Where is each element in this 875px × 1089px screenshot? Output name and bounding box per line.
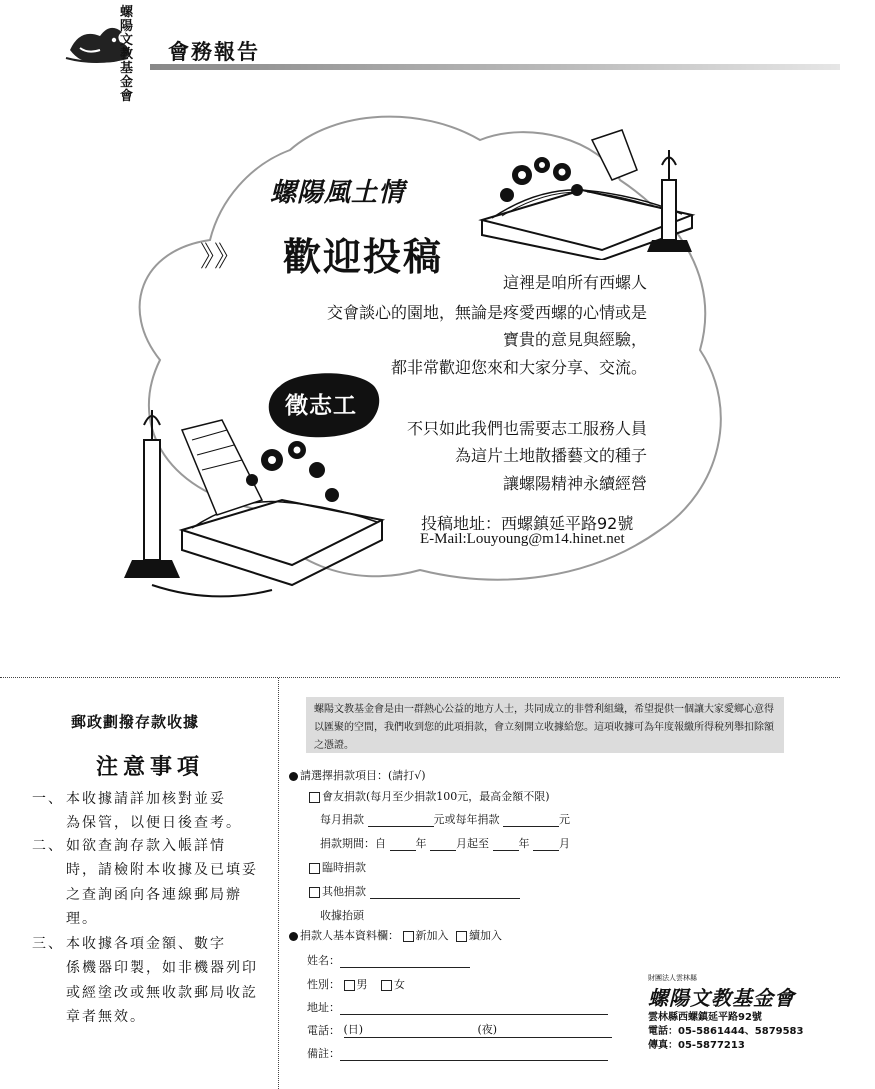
notice-number: 二、 (32, 838, 64, 854)
remark-field[interactable] (340, 1049, 608, 1061)
notice-text-cont: 係機器印製，如非機器列印或經塗改或無收款郵局收訖章者無效。 (66, 960, 258, 1025)
gender-row: 性別： 男 女 (307, 978, 405, 991)
section-title: 會務報告 (168, 40, 260, 64)
org-name: 螺陽文教基金會 (648, 986, 795, 1010)
arrow-icon: 》》 (200, 240, 243, 273)
receipt-title: 郵政劃撥存款收據 (71, 713, 200, 731)
volunteer-line: 讓螺陽精神永續經營 (502, 474, 647, 493)
org-subtitle: 財團法人雲林縣 (648, 974, 697, 982)
checkbox[interactable] (403, 931, 414, 942)
address-field[interactable] (340, 1003, 608, 1015)
member-donation-option[interactable]: 會友捐款(每月至少捐款100元，最高金額不限) (309, 788, 550, 804)
notice-item (32, 787, 260, 836)
start-month-field[interactable] (430, 839, 456, 851)
name-row: 姓名： (307, 952, 470, 968)
header-bar (150, 64, 840, 70)
cut-line-vertical (278, 678, 279, 1089)
name-field[interactable] (340, 956, 470, 968)
notice-number: 三、 (32, 936, 64, 952)
other-donation-field[interactable] (370, 887, 520, 899)
bullet-icon (289, 772, 298, 781)
remark-row: 備註： (307, 1045, 608, 1061)
volunteer-line: 不只如此我們也需要志工服務人員 (406, 419, 647, 438)
intro-line: 都非常歡迎您來和大家分享、交流。 (390, 358, 647, 377)
start-year-field[interactable] (390, 839, 416, 851)
org-phone: 電話：05-5861444、5879583 (648, 1026, 804, 1037)
open-book-illustration (462, 120, 712, 260)
monthly-amount-field[interactable] (368, 815, 434, 827)
notice-text-cont: 時，請檢附本收據及已填妥之查詢函向各連線郵局辦理。 (66, 862, 258, 927)
submission-address: 投稿地址：西螺鎮延平路92號 (421, 514, 634, 533)
column-title: 螺陽風土情 (270, 178, 406, 208)
donation-item-title: 請選擇捐款項目：(請打√) (289, 767, 426, 783)
notice-item (32, 834, 260, 931)
checkbox[interactable] (309, 887, 320, 898)
checkbox[interactable] (381, 980, 392, 991)
notice-text: 如欲查詢存款入帳詳情 (66, 838, 226, 854)
logo-text: 螺陽文教基金會 (120, 5, 134, 104)
notice-text: 本收據請詳加核對並妥 (66, 791, 226, 807)
notice-text: 本收據各項金額、數字 (66, 936, 226, 952)
receipt-header-label: 收據抬頭 (320, 909, 364, 922)
intro-line: 寶貴的意見與經驗， (502, 330, 647, 349)
notice-title: 注意事項 (96, 754, 205, 780)
one-time-donation-option[interactable]: 臨時捐款 (309, 859, 366, 875)
main-title: 歡迎投稿 (283, 235, 444, 279)
checkbox[interactable] (309, 863, 320, 874)
bullet-icon (289, 932, 298, 941)
checkbox[interactable] (344, 980, 355, 991)
end-year-field[interactable] (493, 839, 519, 851)
volunteer-label: 徵志工 (285, 393, 357, 419)
intro-line: 這裡是咱所有西螺人 (502, 273, 647, 292)
phone-field[interactable]: (日) (夜) (344, 1026, 612, 1038)
yearly-amount-field[interactable] (503, 815, 559, 827)
notice-item (32, 932, 260, 1029)
other-donation-option[interactable]: 其他捐款 (309, 883, 520, 899)
org-fax: 傳真：05-5877213 (648, 1040, 745, 1051)
org-address: 雲林縣西螺鎮延平路92號 (648, 1012, 762, 1023)
cut-line (0, 677, 840, 678)
checkbox[interactable] (456, 931, 467, 942)
volunteer-line: 為這片土地散播藝文的種子 (454, 446, 647, 465)
notice-number: 一、 (32, 791, 64, 807)
foundation-info-box: 螺陽文教基金會是由一群熱心公益的地方人士，共同成立的非營利組織，希望提供一個讓大家愛鄉心意得以匯聚的空間，我們收到您的此項捐款，會立刻開立收據給您。這項收據可為年度報繳所得稅列舉扣除額之憑證。 (306, 697, 784, 753)
donor-info-title: 捐款人基本資料欄： 新加入 續加入 (289, 927, 502, 943)
donation-period-row: 捐款期間：自 年 月起至 年 月 (320, 837, 570, 850)
address-row: 地址： (307, 999, 608, 1015)
foundation-logo (62, 10, 152, 88)
notice-text-cont: 為保管，以便日後查考。 (66, 815, 242, 832)
monthly-amount-row: 每月捐款 元或每年捐款 元 (320, 813, 570, 826)
end-month-field[interactable] (533, 839, 559, 851)
submission-email: E-Mail:Louyoung@m14.hinet.net (420, 531, 625, 547)
phone-row: 電話： (日) (夜) (307, 1022, 612, 1038)
intro-line: 交會談心的園地，無論是疼愛西螺的心情或是 (326, 303, 647, 322)
checkbox[interactable] (309, 792, 320, 803)
